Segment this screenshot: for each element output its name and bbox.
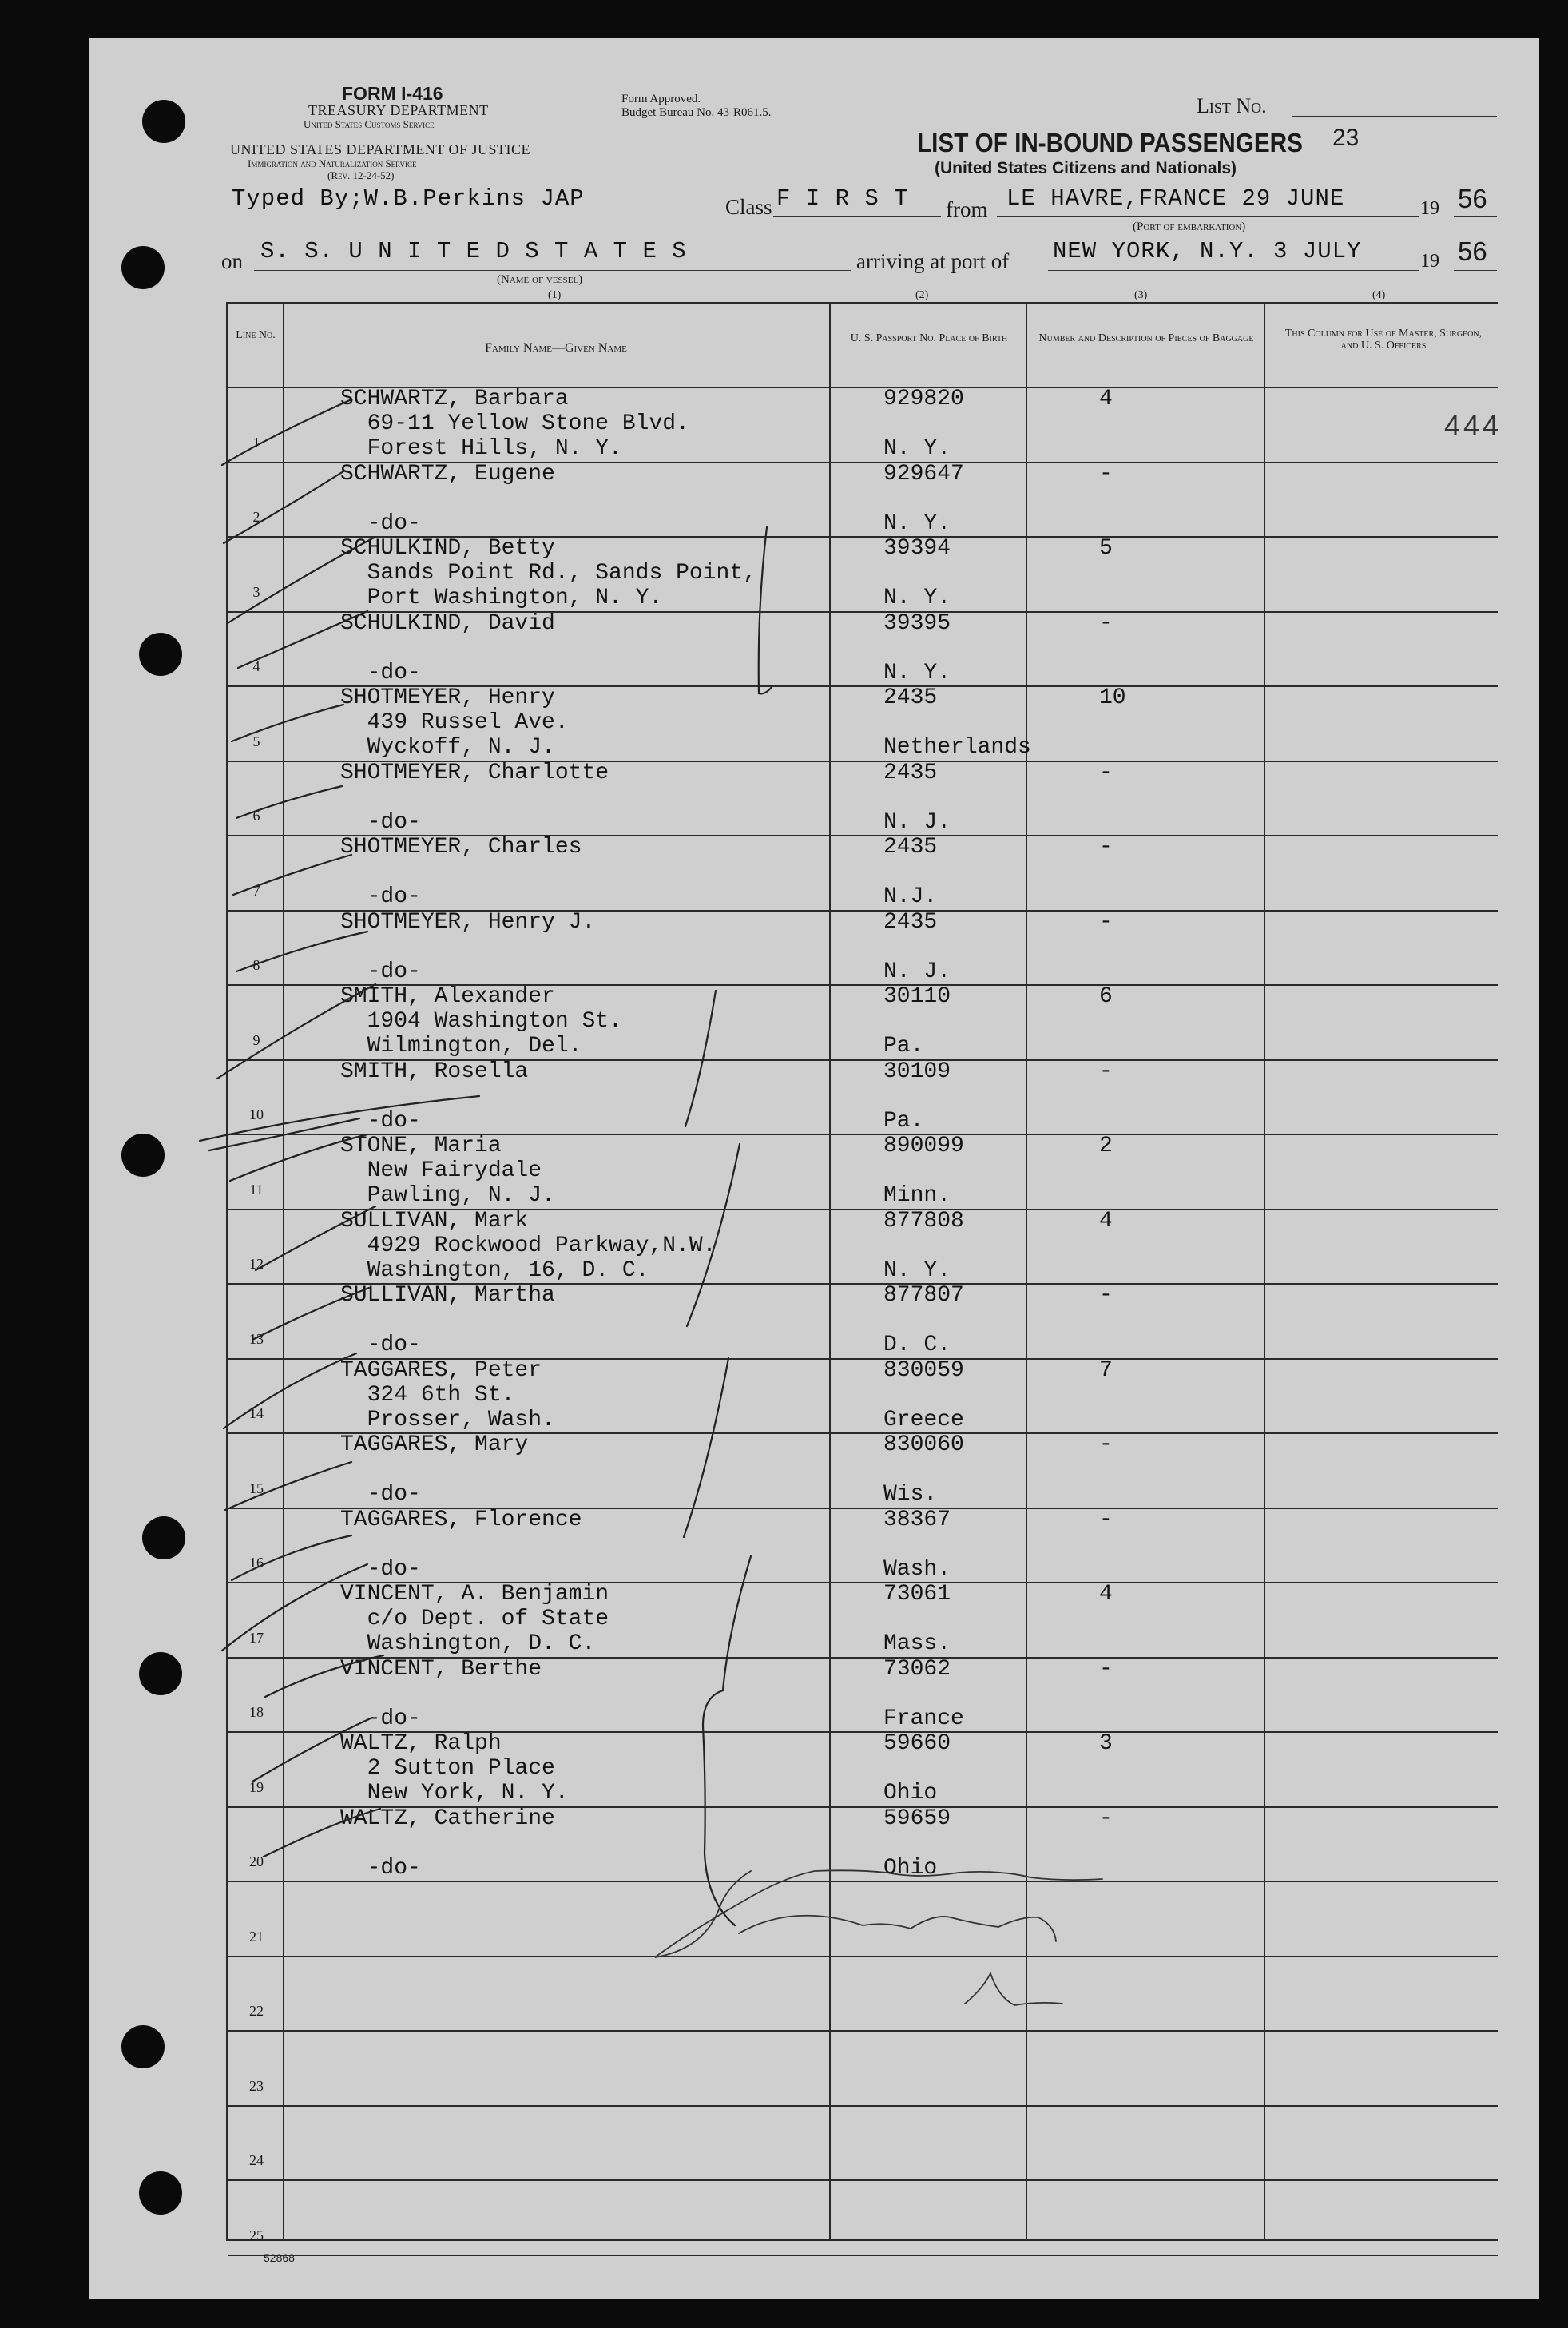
col-heading-name: Family Name—Given Name	[485, 341, 627, 355]
check-mark	[254, 1288, 369, 1339]
line-number: 6	[252, 808, 260, 824]
baggage-count: 4	[1099, 1208, 1113, 1234]
line-number: 21	[249, 1928, 264, 1945]
line-number: 19	[249, 1778, 264, 1795]
passport-birthplace: 30110 Pa.	[883, 984, 951, 1059]
col-heading-passport: U. S. Passport No. Place of Birth	[850, 332, 1008, 344]
baggage-count: 6	[1099, 984, 1113, 1009]
line-number: 8	[252, 957, 260, 973]
passenger-name: VINCENT, A. Benjamin c/o Dept. of State Washington, D. C.	[340, 1582, 609, 1656]
baggage-count: 4	[1099, 387, 1113, 411]
check-mark	[252, 1718, 372, 1782]
passenger-name: WALTZ, Ralph 2 Sutton Place New York, N. Y.	[340, 1731, 569, 1806]
line-number: 7	[252, 882, 260, 899]
passenger-name: SCHWARTZ, Barbara 69-11 Yellow Stone Blvd. Forest Hills, N. Y.	[340, 387, 689, 461]
check-mark	[232, 705, 343, 741]
line-number: 14	[249, 1405, 264, 1421]
col-heading-officers: This Column for Use of Master, Surgeon, and U. S. Officers	[1284, 328, 1483, 352]
line-number: 4	[252, 658, 260, 674]
baggage-count: -	[1099, 1283, 1113, 1308]
baggage-count: -	[1099, 1432, 1113, 1457]
baggage-count: -	[1099, 461, 1113, 487]
check-mark	[236, 786, 342, 818]
page-title: LIST OF IN-BOUND PASSENGERS	[917, 128, 1303, 157]
baggage-count: -	[1099, 835, 1113, 860]
passenger-name: WALTZ, Catherine -do-	[340, 1806, 555, 1881]
arrival-value: NEW YORK, N.Y. 3 JULY	[1053, 238, 1362, 264]
passport-birthplace: 59659 Ohio	[883, 1806, 951, 1881]
check-mark	[703, 1556, 751, 1925]
typed-by: Typed By;W.B.Perkins JAP	[232, 185, 585, 212]
passport-birthplace: 73061 Mass.	[883, 1582, 951, 1656]
class-label: Class	[725, 195, 772, 219]
passport-birthplace: 877808 N. Y.	[883, 1208, 964, 1283]
treasury-label: TREASURY DEPARTMENT	[308, 102, 489, 118]
line-number: 22	[249, 2003, 264, 2019]
line-number: 10	[249, 1106, 264, 1122]
baggage-count: -	[1099, 760, 1113, 785]
line-number: 24	[249, 2152, 264, 2168]
passport-birthplace: 30109 Pa.	[883, 1059, 951, 1134]
form-number: FORM I-416	[342, 83, 443, 104]
check-mark	[200, 1096, 479, 1141]
baggage-count: -	[1099, 610, 1113, 636]
passenger-name: SMITH, Rosella -do-	[340, 1059, 529, 1134]
list-no-value: 23	[1332, 125, 1360, 151]
passenger-name: VINCENT, Berthe -do-	[340, 1656, 542, 1731]
passenger-name: SHOTMEYER, Charles -do-	[340, 835, 582, 909]
vessel-caption: (Name of vessel)	[497, 273, 583, 286]
approval-line2: Budget Bureau No. 43-R061.5.	[621, 106, 772, 119]
passport-birthplace: 2435 N. J.	[883, 909, 951, 984]
list-no-label: List No.	[1197, 94, 1267, 117]
passport-birthplace: 2435 N. J.	[883, 760, 951, 835]
passenger-name: STONE, Maria New Fairydale Pawling, N. J.	[340, 1134, 555, 1208]
check-mark	[264, 1809, 380, 1857]
passenger-name: SHOTMEYER, Charlotte -do-	[340, 760, 609, 835]
check-mark	[256, 1206, 375, 1270]
revision-label: (Rev. 12-24-52)	[327, 169, 395, 181]
from-label: from	[946, 197, 988, 221]
customs-label: United States Customs Service	[304, 118, 435, 130]
line-number: 12	[249, 1256, 264, 1272]
baggage-count: 4	[1099, 1582, 1113, 1607]
passenger-name: SCHULKIND, David -do-	[340, 610, 555, 685]
col1-number: (1)	[548, 289, 562, 301]
line-number: 18	[249, 1704, 264, 1720]
inspector-signature	[655, 1870, 1102, 2005]
line-number: 11	[249, 1181, 264, 1198]
line-number: 17	[249, 1629, 264, 1646]
line-number: 2	[252, 509, 260, 525]
check-mark	[228, 537, 375, 623]
year-value-1: 56	[1458, 184, 1487, 213]
passenger-name: TAGGARES, Mary -do-	[340, 1432, 529, 1507]
passenger-name: SULLIVAN, Martha -do-	[340, 1283, 555, 1357]
passport-birthplace: 39394 N. Y.	[883, 536, 951, 610]
check-mark	[232, 1535, 351, 1580]
col4-number: (4)	[1372, 289, 1386, 301]
passport-birthplace: 2435 Netherlands	[883, 685, 1031, 760]
passport-birthplace: 39395 N. Y.	[883, 610, 951, 685]
line-number: 1	[252, 434, 260, 451]
passenger-name: TAGGARES, Peter 324 6th St. Prosser, Wash.	[340, 1357, 555, 1432]
embarkation-value: LE HAVRE,FRANCE 29 JUNE	[1006, 185, 1345, 212]
passenger-name: SCHWARTZ, Eugene -do-	[340, 461, 555, 536]
col-heading-line-no: Line No.	[236, 329, 276, 341]
passport-birthplace: 929820 N. Y.	[883, 387, 964, 461]
vessel-value: S. S. U N I T E D S T A T E S	[260, 238, 687, 264]
page-subtitle: (United States Citizens and Nationals)	[935, 159, 1237, 177]
passenger-name: TAGGARES, Florence -do-	[340, 1507, 582, 1582]
passport-birthplace: 38367 Wash.	[883, 1507, 951, 1582]
check-mark	[224, 1353, 356, 1428]
year-prefix-1: 19	[1420, 198, 1439, 219]
baggage-count: 2	[1099, 1134, 1113, 1158]
baggage-count: -	[1099, 1507, 1113, 1532]
passport-birthplace: 929647 N. Y.	[883, 461, 964, 536]
baggage-count: -	[1099, 1059, 1113, 1084]
passenger-name: SHOTMEYER, Henry 439 Russel Ave. Wyckoff, N. J.	[340, 685, 569, 760]
check-mark	[687, 1144, 740, 1326]
justice-label: UNITED STATES DEPARTMENT OF JUSTICE	[230, 141, 531, 157]
margin-note: 444	[1444, 409, 1503, 442]
line-number: 23	[249, 2077, 264, 2094]
passenger-name: SMITH, Alexander 1904 Washington St. Wilmington, Del.	[340, 984, 622, 1059]
approval-line1: Form Approved.	[621, 93, 701, 105]
class-value: F I R S T	[776, 185, 909, 212]
check-mark	[233, 855, 351, 895]
check-mark	[224, 471, 343, 543]
print-code: 52868	[264, 2251, 295, 2264]
check-mark	[265, 1655, 383, 1697]
passport-birthplace: 830060 Wis.	[883, 1432, 964, 1507]
check-mark	[222, 1564, 367, 1651]
passport-birthplace: 73062 France	[883, 1656, 964, 1731]
check-mark	[759, 527, 772, 693]
col3-number: (3)	[1134, 289, 1148, 301]
check-mark	[217, 984, 375, 1079]
check-mark	[225, 1462, 351, 1510]
passenger-name: SULLIVAN, Mark 4929 Rockwood Parkway,N.W. Washington, 16, D. C.	[340, 1208, 717, 1283]
check-mark	[236, 932, 367, 971]
on-label: on	[221, 249, 243, 273]
baggage-count: -	[1099, 909, 1113, 935]
passport-birthplace: 890099 Minn.	[883, 1134, 964, 1208]
passport-birthplace: 877807 D. C.	[883, 1283, 964, 1357]
baggage-count: 7	[1099, 1357, 1113, 1383]
check-mark	[238, 611, 367, 668]
passport-birthplace: 59660 Ohio	[883, 1731, 951, 1806]
line-number: 13	[249, 1330, 264, 1347]
check-mark	[684, 1358, 728, 1537]
line-number: 20	[249, 1853, 264, 1869]
passenger-name: SHOTMEYER, Henry J. -do-	[340, 909, 596, 984]
line-number: 15	[249, 1480, 264, 1496]
embark-caption: (Port of embarkation)	[1133, 220, 1246, 233]
line-number: 3	[252, 583, 260, 600]
col-heading-baggage: Number and Description of Pieces of Baggage	[1038, 332, 1254, 344]
immigration-label: Immigration and Naturalization Service	[248, 157, 417, 169]
line-number: 25	[249, 2227, 264, 2243]
arriving-label: arriving at port of	[856, 249, 1010, 273]
check-mark	[222, 399, 351, 465]
baggage-count: 10	[1099, 685, 1126, 710]
line-number: 16	[249, 1555, 264, 1571]
baggage-count: -	[1099, 1656, 1113, 1682]
col2-number: (2)	[915, 289, 929, 301]
passenger-name: SCHULKIND, Betty Sands Point Rd., Sands Point, Port Washington, N. Y.	[340, 536, 756, 610]
baggage-count: -	[1099, 1806, 1113, 1831]
line-number: 5	[252, 733, 260, 749]
baggage-count: 5	[1099, 536, 1113, 561]
year-value-2: 56	[1458, 236, 1487, 266]
year-prefix-2: 19	[1420, 251, 1439, 272]
check-mark	[685, 991, 716, 1126]
baggage-count: 3	[1099, 1731, 1113, 1756]
passport-birthplace: 830059 Greece	[883, 1357, 964, 1432]
passport-birthplace: 2435 N.J.	[883, 835, 938, 909]
line-number: 9	[252, 1031, 260, 1048]
